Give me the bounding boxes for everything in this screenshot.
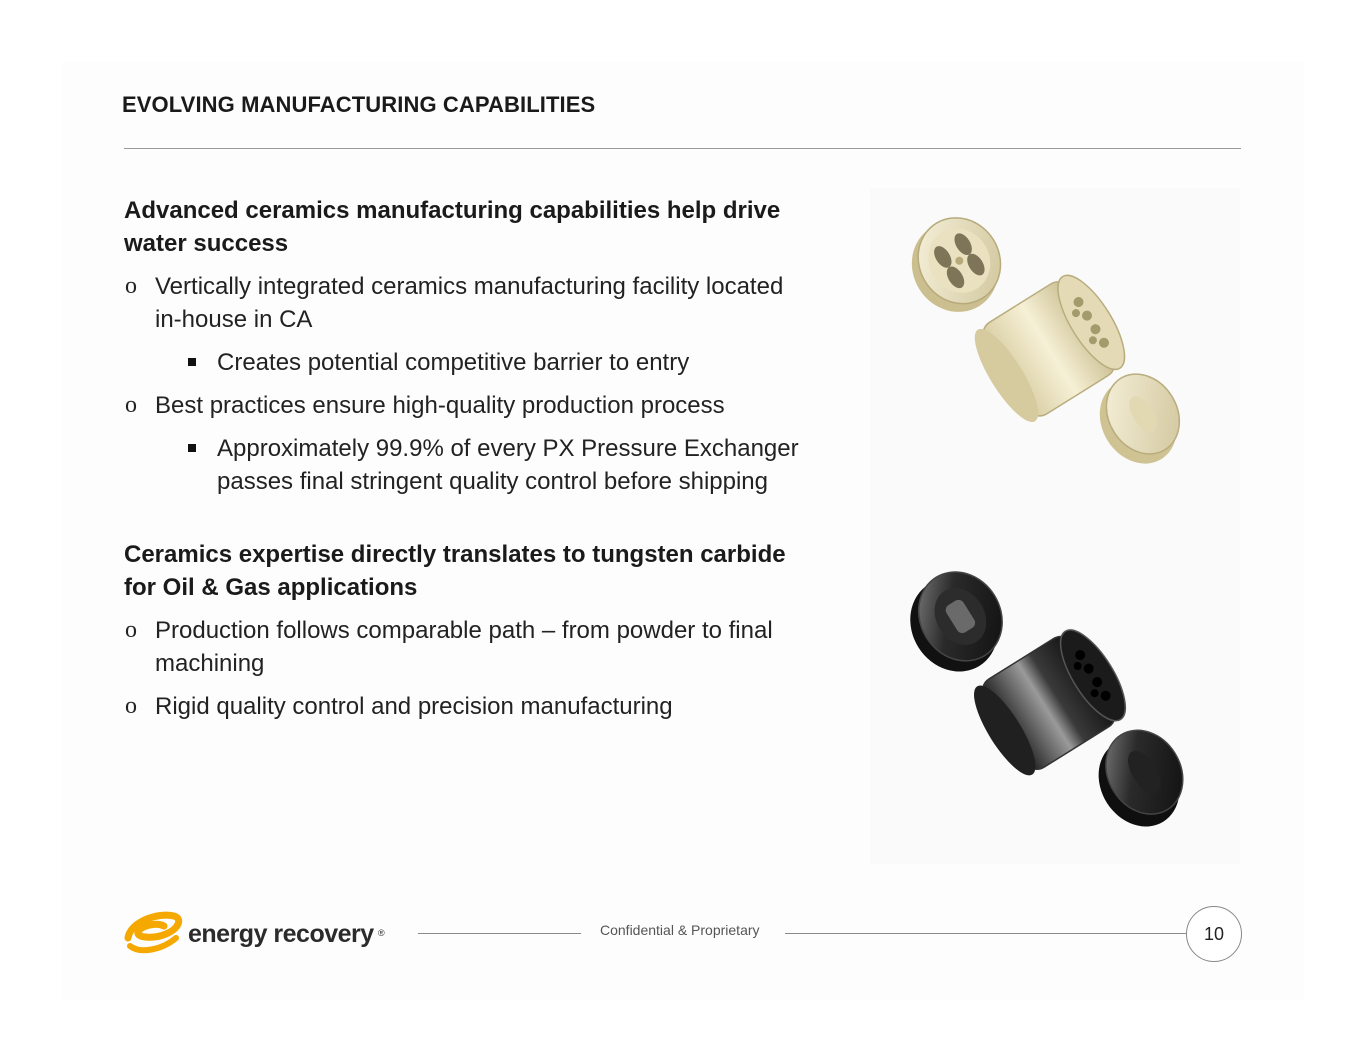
section-heading-oil-gas: Ceramics expertise directly translates to tungsten carbide for Oil & Gas applications: [124, 541, 786, 601]
bullet-text: Rigid quality control and precision manufacturing: [155, 693, 673, 720]
ceramic-px-components-image: [900, 212, 1200, 482]
sub-bullet-text: Creates potential competitive barrier to entry: [217, 349, 690, 376]
bullet-marker: o: [125, 617, 137, 643]
bullet-marker: o: [125, 273, 137, 299]
bullet-text: Vertically integrated ceramics manufacturing facility located in-house in CA: [155, 273, 784, 333]
page-number: 10: [1186, 906, 1242, 962]
bullet-marker: o: [125, 693, 137, 719]
bullet-best-practices: [124, 389, 814, 422]
footer-divider-right: [785, 933, 1187, 934]
bullet-text: Production follows comparable path – from powder to final machining: [155, 617, 773, 677]
tungsten-carbide-components-image: [900, 566, 1200, 836]
sub-bullet-text: Approximately 99.9% of every PX Pressure Exchanger passes final stringent quality control before shipping: [217, 435, 799, 495]
sub-bullet-barrier: [124, 346, 814, 379]
bullet-vertical-integration: [124, 270, 814, 336]
slide-title: EVOLVING MANUFACTURING CAPABILITIES: [122, 92, 596, 117]
content-area: [124, 194, 814, 723]
bullet-marker: o: [125, 392, 137, 418]
logo-wordmark: energy recovery: [188, 920, 374, 948]
bullet-quality-control: [124, 690, 814, 723]
logo-registered-mark: ®: [378, 928, 385, 938]
confidential-label: Confidential & Proprietary: [600, 922, 760, 938]
title-divider: [124, 148, 1241, 149]
bullet-production-path: [124, 614, 814, 680]
sub-bullet-quality: [124, 432, 814, 498]
square-bullet-icon: [188, 358, 196, 366]
footer-divider-left: [418, 933, 581, 934]
logo-swoosh-icon: [128, 915, 179, 950]
square-bullet-icon: [188, 444, 196, 452]
section-heading-water: Advanced ceramics manufacturing capabilities help drive water success: [124, 197, 781, 257]
company-logo: [122, 908, 392, 965]
bullet-text: Best practices ensure high-quality production process: [155, 392, 725, 419]
